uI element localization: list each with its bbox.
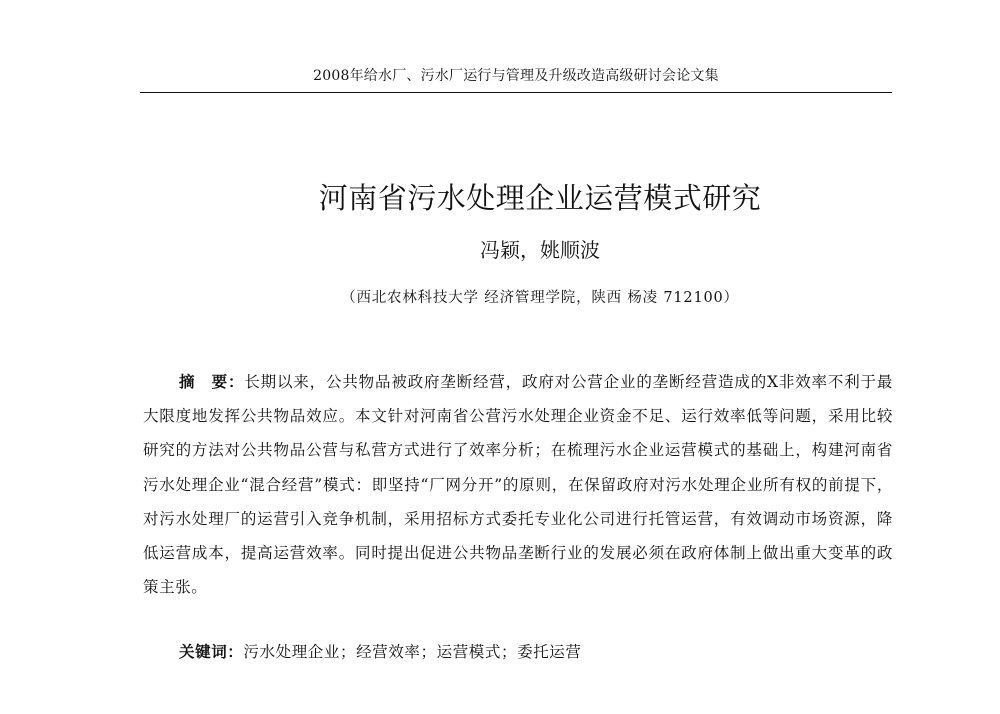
abstract-paragraph <box>143 365 893 604</box>
abstract-label: 摘 要： <box>179 373 245 391</box>
running-header: 2008年给水厂、污水厂运行与管理及升级改造高级研讨会论文集 <box>313 68 719 84</box>
paper-title: 河南省污水处理企业运营模式研究 <box>318 181 762 215</box>
paper-authors: 冯颖，姚顺波 <box>480 238 600 262</box>
paper-affiliation: （西北农林科技大学 经济管理学院，陕西 杨凌 712100） <box>341 290 739 306</box>
header-rule <box>140 92 892 93</box>
keywords-text: 污水处理企业；经营效率；运营模式；委托运营 <box>243 643 582 661</box>
keywords-line <box>179 640 879 664</box>
keywords-label: 关键词： <box>179 643 244 661</box>
abstract-text: 长期以来，公共物品被政府垄断经营，政府对公营企业的垄断经营造成的X非效率不利于最大限度地发挥公共物品效应。本文针对河南省公营污水处理企业资金不足、运行效率低等问题，采用比较研究的方法对公共物品公营与私营方式进行了效率分析；在梳理污水企业运营模式的基础上，构建河南省污水处理企业“混合经营”模式：即坚持“厂网分开”的原则，在保留政府对污水处理企业所有权的前提下，对污水处理厂的运营引入竞争机制，采用招标方式委托专业化公司进行托管运营，有效调动市场资源，降低运营成本，提高运营效率。同时提出促进公共物品垄断行业的发展必须在政府体制上做出重大变革的政策主张。 <box>143 373 893 597</box>
